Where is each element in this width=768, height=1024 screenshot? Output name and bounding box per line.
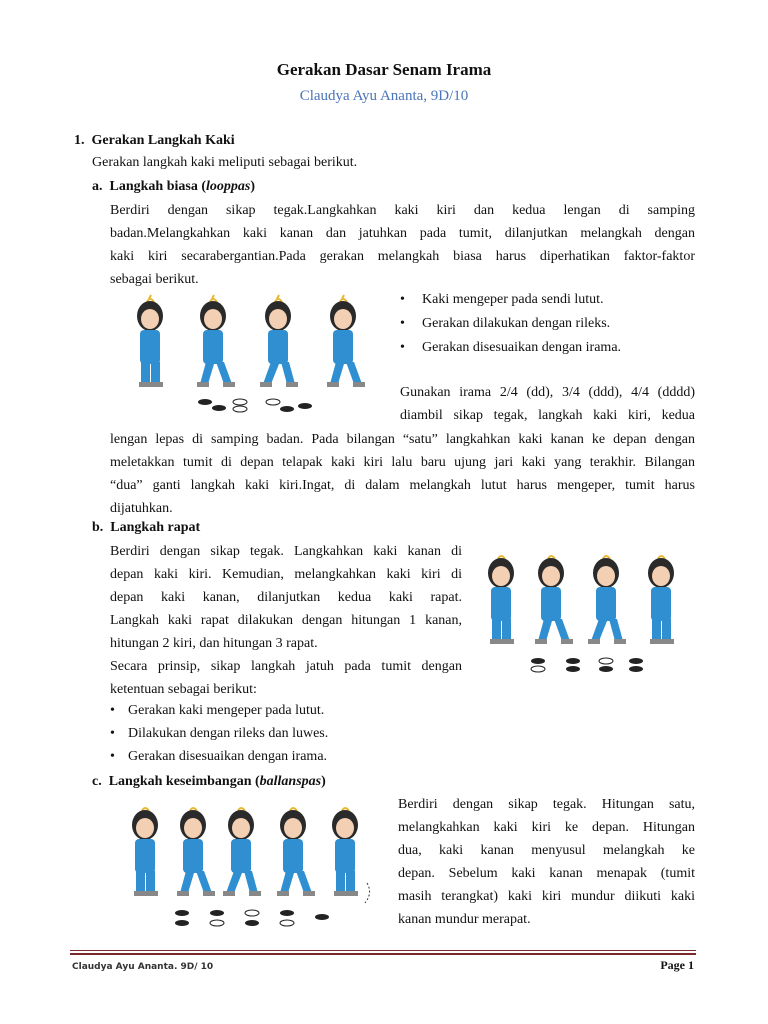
section-heading: 1. Gerakan Langkah Kaki [74, 133, 235, 148]
para-line: “dua” ganti langkah kaki kiri.Ingat, di dalam melangkah lutut harus mengeper, tumit harus [110, 478, 695, 493]
para-line: badan.Melangkahkan kaki kanan dan jatuhkan pada tumit, dilanjutkan melangkah dengan [110, 226, 695, 241]
para-line: meletakkan tumit di depan telapak kaki kiri lalu baru ujung jari kaki yang terakhir. Bilangan [110, 455, 695, 470]
para-line: kanan mundur merapat. [398, 912, 531, 927]
figure-person [488, 556, 514, 644]
section-intro: Gerakan langkah kaki meliputi sebagai berikut. [92, 155, 358, 170]
para-line: kaki kiri secarabergantian.Pada gerakan melangkah biasa harus diperhatikan faktor-faktor [110, 249, 695, 264]
bullet-dot-icon: • [110, 703, 115, 718]
subsection-b-heading [92, 520, 200, 536]
subsection-c-label: c. [92, 774, 102, 789]
bullet-dot-icon: • [110, 726, 115, 741]
subsection-c-title: Langkah keseimbangan ( [108, 774, 260, 789]
subsection-b-paragraph [110, 540, 462, 701]
subsection-c-close: ) [321, 774, 326, 789]
author-line: Claudya Ayu Ananta, 9D/10 [299, 88, 469, 104]
subsection-c-paragraph [398, 793, 695, 931]
list-item-text: Gerakan kaki mengeper pada lutut. [128, 703, 325, 718]
figure-person [260, 295, 298, 387]
figure-person [535, 556, 573, 644]
footprints [175, 910, 329, 926]
subsection-b-label: b. [92, 520, 104, 535]
subsection-a-label: a. [92, 179, 103, 194]
para-line: ketentuan sebagai berikut: [110, 682, 257, 697]
footprints [198, 399, 312, 412]
para-line: Langkah kaki rapat dilakukan dengan hitungan 1 kanan, [110, 613, 462, 628]
subsection-a-close: ) [250, 179, 255, 194]
list-item-text: Kaki mengeper pada sendi lutut. [422, 292, 604, 307]
para-line: sebagai berikut. [110, 272, 199, 287]
list-item-text: Dilakukan dengan rileks dan luwes. [128, 726, 329, 741]
para-line: Gunakan irama 2/4 (dd), 3/4 (ddd), 4/4 (dddd) [400, 385, 695, 400]
figure-person [327, 295, 365, 387]
footprints [531, 658, 643, 672]
figure-person [223, 808, 261, 896]
subsection-c-heading [92, 774, 326, 790]
bullet-list-b [110, 703, 328, 772]
list-item [110, 703, 328, 726]
figure-langkah-biasa [125, 296, 385, 421]
subsection-c-em: ballanspas [259, 774, 322, 789]
footer-author: Claudya Ayu Ananta. 9D/ 10 [72, 962, 214, 972]
bullet-dot-icon: • [400, 292, 405, 307]
list-item [110, 749, 328, 772]
para-line: dijatuhkan. [110, 501, 173, 516]
list-item-text: Gerakan disesuaikan dengan irama. [422, 340, 622, 355]
list-item [400, 292, 621, 316]
side-paragraph-a [400, 381, 695, 427]
list-item [400, 340, 621, 364]
footer-rule-thick [70, 953, 696, 955]
para-line: masih terangkat) kaki kiri mundur diikuti kaki [398, 889, 695, 904]
motion-arrow [365, 883, 370, 903]
list-item-text: Gerakan dilakukan dengan rileks. [422, 316, 611, 331]
para-line: lengan lepas di samping badan. Pada bilangan “satu” langkahkan kaki kanan ke depan dengan [110, 432, 695, 447]
figure-person [177, 808, 215, 896]
para-line: depan kaki kiri. Kemudian, melangkahkan kaki kiri di [110, 567, 462, 582]
subsection-a-heading [92, 179, 255, 195]
bullet-dot-icon: • [110, 749, 115, 764]
figure-langkah-rapat [478, 553, 698, 678]
subsection-a-em: looppas [205, 179, 251, 194]
para-line: depan. Sebelum kaki kanan menapak (tumit [398, 866, 695, 881]
bullet-dot-icon: • [400, 316, 405, 331]
para-line: Berdiri dengan sikap tegak. Langkahkan kaki kanan di [110, 544, 462, 559]
figure-person [648, 556, 674, 644]
para-line: melangkahkan kaki kiri ke depan. Hitungan [398, 820, 695, 835]
figure-person [588, 556, 626, 644]
list-item-text: Gerakan disesuaikan dengan irama. [128, 749, 328, 764]
page-number: Page 1 [660, 958, 694, 972]
para-line: hitungan 2 kiri, dan hitungan 3 rapat. [110, 636, 318, 651]
footer-rule [70, 950, 696, 951]
figure-person [277, 808, 315, 896]
para-line: depan kaki kanan, dilanjutkan kedua kaki rapat. [110, 590, 462, 605]
figure-person [197, 295, 235, 387]
subsection-b-title: Langkah rapat [110, 520, 201, 535]
figure-person [132, 808, 158, 896]
subsection-a-title: Langkah biasa ( [109, 179, 206, 194]
para-line: dua, kaki kanan menyusul melangkah ke [398, 843, 695, 858]
para-line: Berdiri dengan sikap tegak.Langkahkan kaki kiri dan kedua lengan di samping [110, 203, 695, 218]
list-item [110, 726, 328, 749]
figure-langkah-keseimbangan [122, 805, 382, 935]
bullet-dot-icon: • [400, 340, 405, 355]
figure-person [332, 808, 358, 896]
list-item [400, 316, 621, 340]
para-line: Berdiri dengan sikap tegak. Hitungan satu, [398, 797, 695, 812]
figure-person [137, 295, 163, 387]
bullet-list-a [400, 292, 621, 364]
continued-paragraph-a [110, 428, 695, 520]
page-title: Gerakan Dasar Senam Irama [276, 60, 492, 79]
subsection-a-paragraph [110, 199, 695, 291]
para-line: diambil sikap tegak, langkah kaki kiri, kedua [400, 408, 695, 423]
para-line: Secara prinsip, sikap langkah jatuh pada tumit dengan [110, 659, 462, 674]
